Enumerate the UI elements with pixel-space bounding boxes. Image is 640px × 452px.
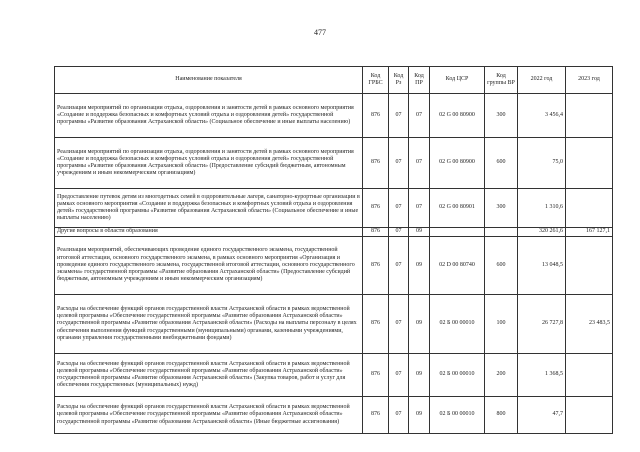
- row-vr: 800: [485, 397, 518, 434]
- row-2022: 1 310,6: [518, 189, 566, 228]
- row-2023: 167 127,1: [566, 228, 613, 237]
- row-pr: 09: [409, 237, 430, 295]
- header-name: Наименование показателя: [55, 67, 363, 94]
- row-csr: 02 D 00 80740: [430, 237, 485, 295]
- header-rz: Код Рз: [389, 67, 409, 94]
- header-2023: 2023 год: [566, 67, 613, 94]
- row-grbs: 876: [363, 189, 389, 228]
- row-2023: [566, 397, 613, 434]
- row-2022: 75,0: [518, 138, 566, 189]
- row-pr: 09: [409, 354, 430, 397]
- row-2022: 3 456,4: [518, 94, 566, 138]
- budget-table: [54, 66, 613, 434]
- row-2023: [566, 94, 613, 138]
- row-name: Другие вопросы в области образования: [55, 228, 363, 237]
- row-name: Реализация мероприятий по организации отдыха, оздоровления и занятости детей в рамках основного мероприятия «Создание и поддержка безопасных и комфортных условий отдыха и оздоровления детей» государственной программы «Развитие образования Астраханской области» (Предоставление субсидий бюджетным, автономным учреждениям и иным некоммерческим организациям): [55, 138, 363, 189]
- row-vr: 300: [485, 189, 518, 228]
- row-rz: 07: [389, 228, 409, 237]
- row-rz: 07: [389, 138, 409, 189]
- row-grbs: 876: [363, 138, 389, 189]
- row-pr: 09: [409, 228, 430, 237]
- row-vr: 300: [485, 94, 518, 138]
- row-2022: 13 048,5: [518, 237, 566, 295]
- row-name: Расходы на обеспечение функций органов государственной власти Астраханской области в рамках ведомственной целевой программы «Обеспечение государственной программы «Развитие образования Астраханской области» государственной программы «Развитие образования Астраханской области» (Иные бюджетные ассигнования): [55, 397, 363, 434]
- row-csr: 02 G 00 80901: [430, 189, 485, 228]
- table-row: [55, 237, 613, 295]
- table-row: [55, 228, 613, 237]
- row-grbs: 876: [363, 237, 389, 295]
- row-rz: 07: [389, 94, 409, 138]
- header-grbs: Код ГРБС: [363, 67, 389, 94]
- row-2023: 23 483,5: [566, 295, 613, 354]
- row-2023: [566, 237, 613, 295]
- row-csr: 02 Б 00 00010: [430, 354, 485, 397]
- table-row: [55, 189, 613, 228]
- row-2022: 47,7: [518, 397, 566, 434]
- row-rz: 07: [389, 397, 409, 434]
- row-grbs: 876: [363, 397, 389, 434]
- row-rz: 07: [389, 189, 409, 228]
- row-vr: 600: [485, 237, 518, 295]
- row-csr: 02 Б 00 00010: [430, 295, 485, 354]
- row-pr: 07: [409, 189, 430, 228]
- row-name: Реализация мероприятий по организации отдыха, оздоровления и занятости детей в рамках основного мероприятия «Создание и поддержка безопасных и комфортных условий отдыха и оздоровления детей» государственной программы «Развитие образования Астраханской области» (Социальное обеспечение и иные выплаты населению): [55, 94, 363, 138]
- row-name: Предоставление путевок детям из многодетных семей в оздоровительные лагеря, санаторно-курортные организации в рамках основного мероприятия «Создание и поддержка безопасных и комфортных условий отдыха и оздоровления детей» государственной программы «Развитие образования Астраханской области» (Социальное обеспечение и иные выплаты населению): [55, 189, 363, 228]
- row-grbs: 876: [363, 354, 389, 397]
- row-vr: 100: [485, 295, 518, 354]
- header-vr: Код группы ВР: [485, 67, 518, 94]
- row-vr: 200: [485, 354, 518, 397]
- row-2022: 26 727,8: [518, 295, 566, 354]
- table-row: [55, 354, 613, 397]
- table-header-row: [55, 67, 613, 94]
- row-vr: [485, 228, 518, 237]
- row-2022: 320 261,6: [518, 228, 566, 237]
- row-2022: 1 368,5: [518, 354, 566, 397]
- row-csr: 02 G 00 80900: [430, 94, 485, 138]
- row-rz: 07: [389, 237, 409, 295]
- table-row: [55, 94, 613, 138]
- header-pr: Код ПР: [409, 67, 430, 94]
- row-grbs: 876: [363, 295, 389, 354]
- row-csr: [430, 228, 485, 237]
- row-csr: 02 G 00 80900: [430, 138, 485, 189]
- row-grbs: 876: [363, 94, 389, 138]
- page-number: 477: [314, 28, 326, 37]
- row-2023: [566, 189, 613, 228]
- row-2023: [566, 138, 613, 189]
- row-pr: 07: [409, 138, 430, 189]
- row-pr: 07: [409, 94, 430, 138]
- row-2023: [566, 354, 613, 397]
- row-rz: 07: [389, 295, 409, 354]
- row-pr: 09: [409, 397, 430, 434]
- row-rz: 07: [389, 354, 409, 397]
- row-pr: 09: [409, 295, 430, 354]
- row-name: Расходы на обеспечение функций органов государственной власти Астраханской области в рамках ведомственной целевой программы «Обеспечение государственной программы «Развитие образования Астраханской области» государственной программы «Развитие образования Астраханской области» (Расходы на выплаты персоналу в целях обеспечения выполнения функций государственными (муниципальными) органами, казенными учреждениями, органами управления государственными внебюджетными фондами): [55, 295, 363, 354]
- table-row: [55, 397, 613, 434]
- row-csr: 02 Б 00 00010: [430, 397, 485, 434]
- row-name: Расходы на обеспечение функций органов государственной власти Астраханской области в рамках ведомственной целевой программы «Обеспечение государственной программы «Развитие образования Астраханской области» государственной программы «Развитие образования Астраханской области» (Закупка товаров, работ и услуг для обеспечения государственных (муниципальных) нужд): [55, 354, 363, 397]
- row-vr: 600: [485, 138, 518, 189]
- table-row: [55, 295, 613, 354]
- header-csr: Код ЦСР: [430, 67, 485, 94]
- row-name: Реализация мероприятий, обеспечивающих проведение единого государственного экзамена, государственной итоговой аттестации, основного государственного экзамена, в рамках основного мероприятия «Организация и проведение единого государственного экзамена, государственной итоговой аттестации, основного государственного экзамена» государственной программы «Развитие образования Астраханской области» (Предоставление субсидий бюджетным, автономным учреждениям и иным некоммерческим организациям): [55, 237, 363, 295]
- table-row: [55, 138, 613, 189]
- header-2022: 2022 год: [518, 67, 566, 94]
- row-grbs: 876: [363, 228, 389, 237]
